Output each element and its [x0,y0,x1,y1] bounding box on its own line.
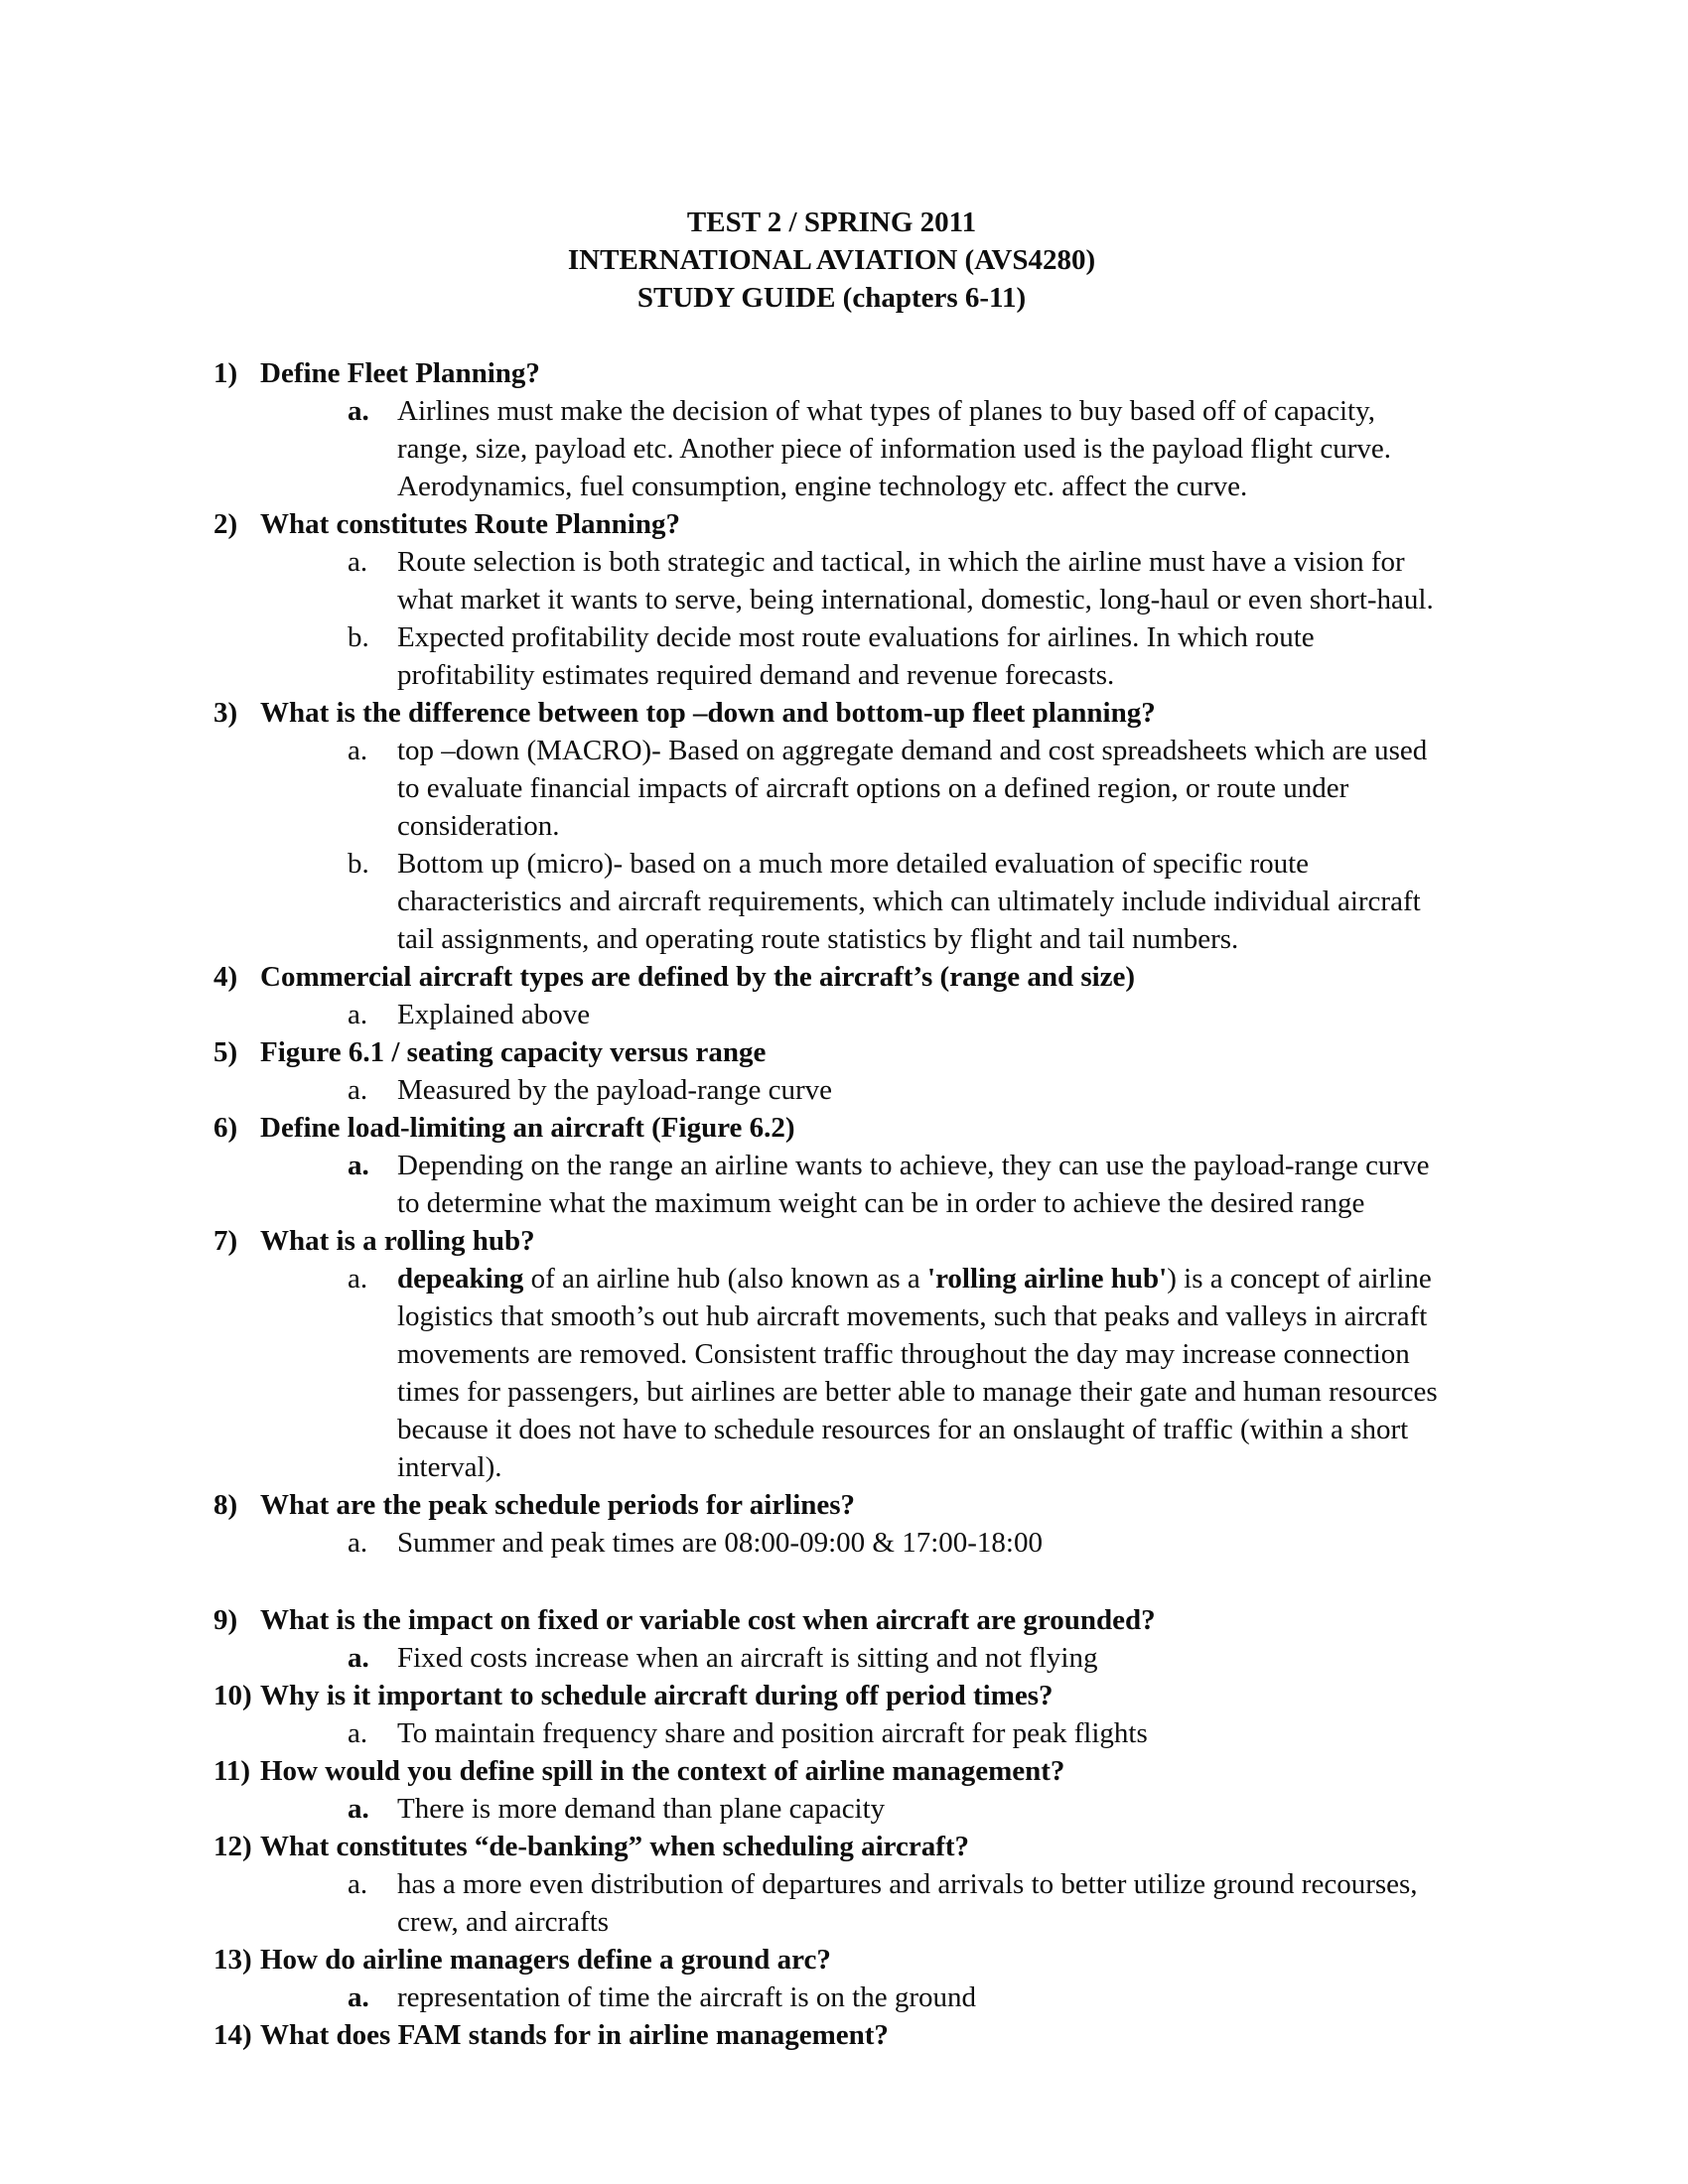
question-text: What constitutes Route Planning? [260,508,680,540]
answer-marker: a. [348,999,368,1030]
answer-row [213,1147,1450,1222]
blank-line [213,1562,1450,1601]
text-segment: representation of time the aircraft is on the ground [397,1981,977,2013]
answer-row [213,1524,1450,1562]
answer-marker: a. [348,1150,369,1181]
question-item [213,958,1450,1033]
answer-marker: a. [348,546,368,578]
text-segment: top –down (MACRO)- Based on aggregate demand and cost spreadsheets which are used to evaluate financial impacts of aircraft options on a defined region, or route under consideration. [397,735,1428,842]
answer-text [397,1717,1148,1749]
text-segment: Depending on the range an airline wants to achieve, they can use the payload-range curve to determine what the maximum weight can be in order to achieve the desired range [397,1150,1430,1219]
question-item [213,1222,1450,1486]
question-number: 13) [213,1944,252,1976]
question-row [213,354,1450,392]
answer-marker: b. [348,848,369,880]
question-row [213,1941,1450,1979]
answer-marker: a. [348,1074,368,1106]
answer-text [397,735,1427,842]
answer-text [397,1527,1043,1559]
answer-marker: a. [348,1717,368,1749]
question-text: Figure 6.1 / seating capacity versus range [260,1036,767,1068]
question-item [213,1109,1450,1222]
question-text: What is the difference between top –down and bottom-up fleet planning? [260,697,1156,729]
question-text: Define load-limiting an aircraft (Figure 6.2) [260,1112,795,1144]
question-item [213,505,1450,694]
question-item [213,694,1450,958]
text-segment: Route selection is both strategic and tactical, in which the airline must have a vision for what market it wants to serve, being international, domestic, long-haul or even short-haul. [397,546,1434,615]
text-segment: has a more even distribution of departures and arrivals to better utilize ground recourses, crew, and aircrafts [397,1868,1418,1938]
question-row [213,1109,1450,1147]
question-number: 3) [213,697,238,729]
question-number: 11) [213,1755,251,1787]
bold-text-segment: 'rolling airline hub' [927,1263,1168,1295]
question-item [213,1828,1450,1941]
question-number: 5) [213,1036,238,1068]
question-text: Commercial aircraft types are defined by the aircraft’s (range and size) [260,961,1136,993]
question-text: What constitutes “de-banking” when scheduling aircraft? [260,1831,970,1862]
question-item [213,1752,1450,1828]
text-segment: Summer and peak times are 08:00-09:00 & 17:00-18:00 [397,1527,1043,1559]
title-block [213,204,1450,317]
question-row [213,1033,1450,1071]
question-item [213,1601,1450,1677]
question-row [213,2016,1450,2054]
question-text: What does FAM stands for in airline management? [260,2019,889,2051]
answer-row [213,732,1450,845]
question-row [213,1601,1450,1639]
question-text: What is the impact on fixed or variable cost when aircraft are grounded? [260,1604,1156,1636]
answer-marker: b. [348,621,369,653]
answer-row [213,1714,1450,1752]
question-number: 1) [213,357,238,389]
answer-row [213,845,1450,958]
question-text: Define Fleet Planning? [260,357,540,389]
question-row [213,1752,1450,1790]
answer-marker: a. [348,1527,368,1559]
question-number: 2) [213,508,238,540]
answer-marker: a. [348,1263,368,1295]
text-segment: of an airline hub (also known as a [523,1263,928,1295]
text-segment: Fixed costs increase when an aircraft is sitting and not flying [397,1642,1098,1674]
question-number: 9) [213,1604,238,1636]
answer-marker: a. [348,1793,369,1825]
answer-text [397,1074,832,1106]
question-number: 8) [213,1489,238,1521]
text-segment: Expected profitability decide most route evaluations for airlines. In which route profitability estimates required demand and revenue forecasts. [397,621,1315,691]
answer-text [397,395,1391,502]
answer-row [213,1865,1450,1941]
question-number: 14) [213,2019,252,2051]
question-row [213,1677,1450,1714]
question-number: 12) [213,1831,252,1862]
answer-text [397,1981,976,2013]
answer-marker: a. [348,1642,369,1674]
text-segment: Bottom up (micro)- based on a much more detailed evaluation of specific route characteristics and aircraft requirements, which can ultimately include individual aircraft tail assignments, and operating route statistics by flight and tail numbers. [397,848,1421,955]
answer-row [213,1790,1450,1828]
answer-marker: a. [348,395,369,427]
question-row [213,694,1450,732]
answer-text [397,1868,1418,1938]
answer-row [213,618,1450,694]
title-line-3: STUDY GUIDE (chapters 6-11) [636,282,1027,314]
question-item [213,1486,1450,1562]
answer-text [397,1793,885,1825]
text-segment: Explained above [397,999,591,1030]
question-number: 6) [213,1112,238,1144]
bold-text-segment: depeaking [397,1263,524,1295]
question-row [213,1828,1450,1865]
answer-row [213,1071,1450,1109]
question-number: 7) [213,1225,238,1257]
answer-marker: a. [348,1868,368,1900]
document-content [213,204,1450,2054]
question-row [213,505,1450,543]
qa-list [213,354,1450,2054]
answer-text [397,1263,1438,1483]
answer-row [213,996,1450,1033]
question-text: What is a rolling hub? [260,1225,535,1257]
question-item [213,354,1450,505]
question-text: What are the peak schedule periods for airlines? [260,1489,856,1521]
text-segment: ) is a concept of airline logistics that smooth’s out hub aircraft movements, such that peaks and valleys in aircraft movements are removed. Consistent traffic throughout the day may increase connection times for passengers, but airlines are better able to manage their gate and human resources because it does not have to schedule resources for an onslaught of traffic (within a short interval). [397,1263,1438,1483]
text-segment: There is more demand than plane capacity [397,1793,886,1825]
question-item [213,1677,1450,1752]
question-text: How would you define spill in the context of airline management? [260,1755,1065,1787]
answer-text [397,546,1434,615]
answer-text [397,848,1421,955]
answer-row [213,1260,1450,1486]
answer-marker: a. [348,735,368,766]
answer-row [213,1979,1450,2016]
answer-text [397,621,1315,691]
question-item [213,1033,1450,1109]
answer-text [397,1642,1098,1674]
answer-text [397,1150,1430,1219]
question-row [213,1222,1450,1260]
text-segment: Airlines must make the decision of what types of planes to buy based off of capacity, range, size, payload etc. Another piece of information used is the payload flight curve. Aerodynamics, fuel consumption, engine technology etc. affect the curve. [397,395,1391,502]
question-row [213,958,1450,996]
question-item [213,2016,1450,2054]
question-text: Why is it important to schedule aircraft during off period times? [260,1680,1054,1711]
question-number: 10) [213,1680,252,1711]
answer-row [213,1639,1450,1677]
answer-row [213,543,1450,618]
question-row [213,1486,1450,1524]
title-line-1: TEST 2 / SPRING 2011 [686,206,977,238]
question-number: 4) [213,961,238,993]
text-segment: To maintain frequency share and position aircraft for peak flights [397,1717,1148,1749]
text-segment: Measured by the payload-range curve [397,1074,833,1106]
answer-text [397,999,590,1030]
title-line-2: INTERNATIONAL AVIATION (AVS4280) [567,244,1096,276]
question-item [213,1941,1450,2016]
answer-row [213,392,1450,505]
answer-marker: a. [348,1981,369,2013]
question-text: How do airline managers define a ground arc? [260,1944,831,1976]
